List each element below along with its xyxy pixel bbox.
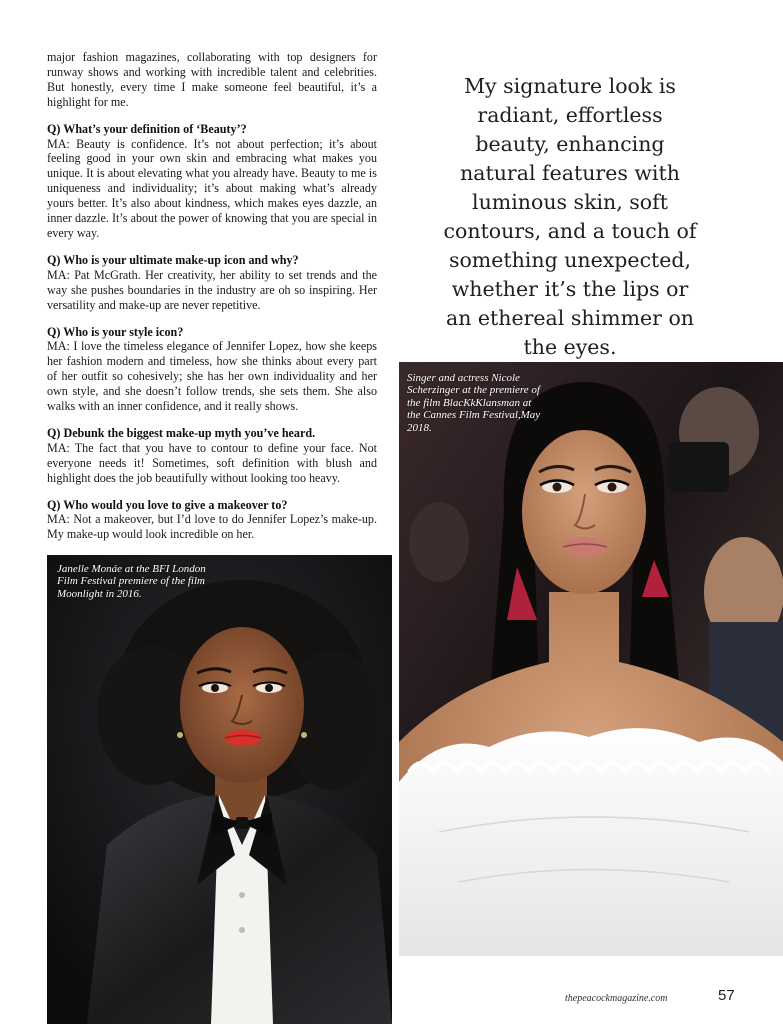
photo-nicole-scherzinger <box>399 362 783 956</box>
intro-paragraph: major fashion magazines, collaborating with top designers for runway shows and working with incredible talent and celebrities. But honestly, every time I make someone feel beautiful, it’s a highlight for me. <box>47 50 377 109</box>
answer: MA: I love the timeless elegance of Jennifer Lopez, how she keeps her fashion modern and timeless, how she thinks about every part of her outfit so cohesively; she has her own individuality and her own style, and she doesn’t follow trends, she sets them. She also walks with an inner confidence, and it really shows. <box>47 339 377 414</box>
qa-block-makeover <box>47 498 377 543</box>
photo-caption: Singer and actress Nicole Scherzinger at the premiere of the film BlacKkKlansman at the Cannes Film Festival,May 2018. <box>407 372 541 434</box>
answer: MA: Pat McGrath. Her creativity, her ability to set trends and the way she pushes boundaries in the industry are oh so inspiring. Her versatility and make-up are never repetitive. <box>47 267 377 312</box>
photo-janelle-monae <box>47 555 392 1024</box>
portrait-illustration <box>47 555 392 1024</box>
qa-block-beauty-definition <box>47 122 377 241</box>
photo-caption: Janelle Monáe at the BFI London Film Festival premiere of the film Moonlight in 2016. <box>57 563 206 600</box>
question: Q) Who is your style icon? <box>47 324 184 339</box>
magazine-website: thepeacockmagazine.com <box>565 993 668 1004</box>
question: Q) What’s your definition of ‘Beauty’? <box>47 121 247 136</box>
question: Q) Debunk the biggest make-up myth you’ve heard. <box>47 425 316 440</box>
portrait-illustration <box>399 362 783 956</box>
question: Q) Who would you love to give a makeover to? <box>47 497 288 512</box>
page-number: 57 <box>718 987 735 1004</box>
qa-block-makeup-myth <box>47 426 377 486</box>
article-body <box>47 50 377 542</box>
qa-block-style-icon <box>47 325 377 414</box>
answer: MA: Beauty is confidence. It’s not about perfection; it’s about feeling good in your own skin and embracing what makes you unique. It is about elevating what you already have. Beauty to me is uniqueness and individuality; it’s about making what’s already yours better. It’s also about kindness, which makes eyes dazzle, an inner dazzle. It’s about the power of knowing that you are special in every way. <box>47 136 377 240</box>
pull-quote: My signature look is radiant, effortless beauty, enhancing natural features with luminous skin, soft contours, and a touch of something unexpected, whether it’s the lips or an ethereal shimmer on the eyes. <box>443 74 697 359</box>
question: Q) Who is your ultimate make-up icon and why? <box>47 252 299 267</box>
answer: MA: The fact that you have to contour to define your face. Not everyone needs it! Sometimes, soft definition with blush and highlight does the job beautifully without looking too heavy. <box>47 440 377 485</box>
qa-block-makeup-icon <box>47 253 377 313</box>
answer: MA: Not a makeover, but I’d love to do Jennifer Lopez’s make-up. My make-up would look incredible on her. <box>47 512 377 542</box>
